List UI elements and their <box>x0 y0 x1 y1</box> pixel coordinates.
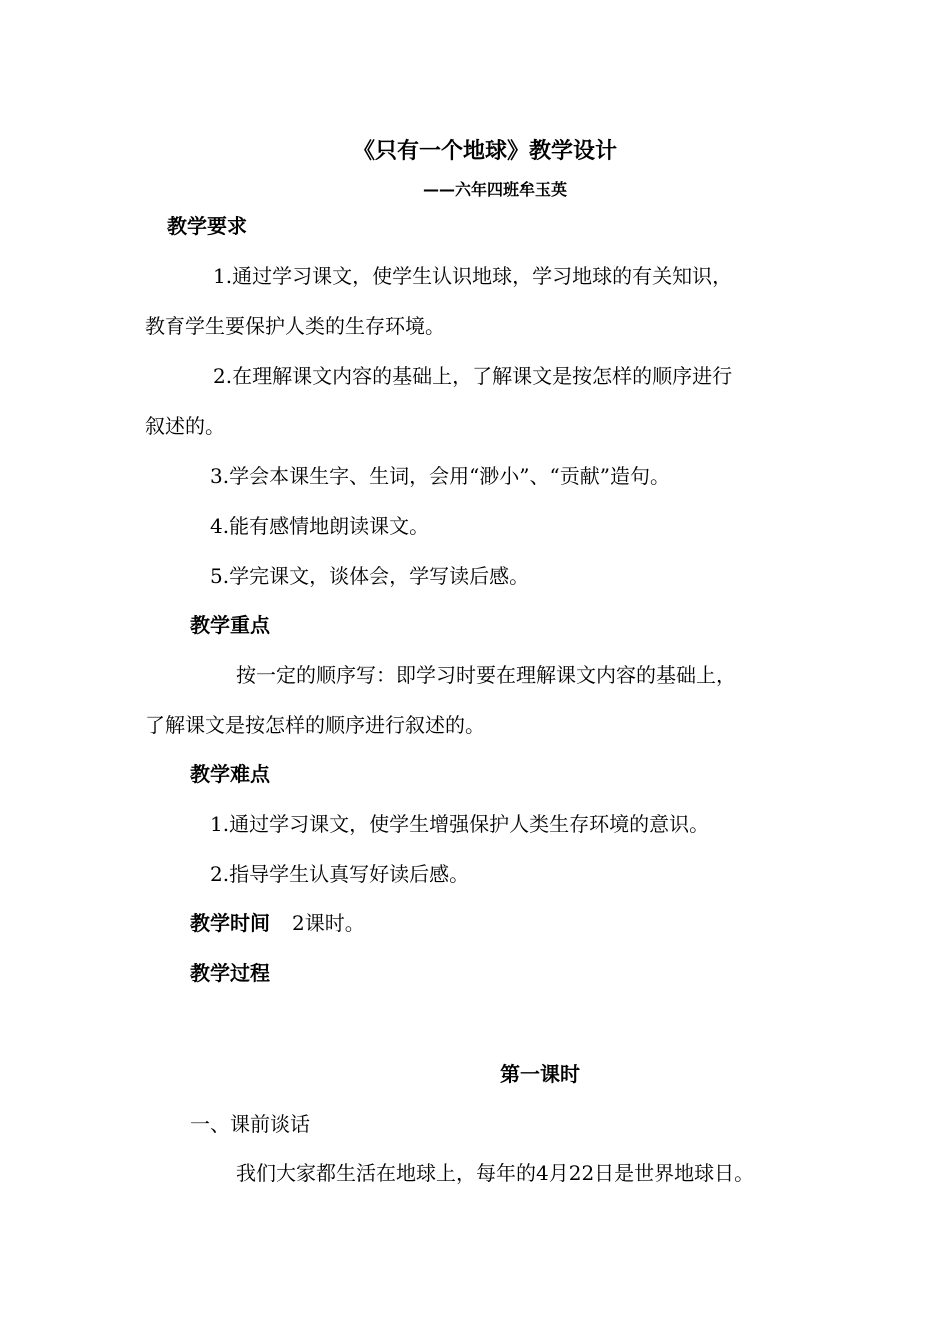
requirements-heading: 教学要求 <box>167 214 247 238</box>
key-points-line2: 了解课文是按怎样的顺序进行叙述的。 <box>145 713 485 737</box>
key-points-line1: 按一定的顺序写：即学习时要在理解课文内容的基础上， <box>236 663 736 687</box>
requirement-5: 5.学完课文，谈体会，学写读后感。 <box>210 564 530 588</box>
teaching-time-row <box>190 909 365 937</box>
teaching-time-heading: 教学时间 <box>190 911 270 935</box>
lesson1-heading: 第一课时 <box>500 1062 580 1086</box>
document-subtitle: ——六年四班牟玉英 <box>422 180 567 199</box>
key-points-heading: 教学重点 <box>190 613 270 637</box>
process-heading: 教学过程 <box>190 961 270 985</box>
difficulties-heading: 教学难点 <box>190 762 270 786</box>
lesson1-para1: 我们大家都生活在地球上，每年的4月22日是世界地球日。 <box>236 1161 755 1185</box>
requirement-3: 3.学会本课生字、生词，会用“渺小”、“贡献”造句。 <box>210 464 670 488</box>
difficulty-2: 2.指导学生认真写好读后感。 <box>210 862 470 886</box>
lesson1-section1: 一、课前谈话 <box>190 1112 310 1136</box>
teaching-time-value: 2课时。 <box>292 911 365 935</box>
document-title: 《只有一个地球》教学设计 <box>352 139 617 164</box>
requirement-1-line2: 教育学生要保护人类的生存环境。 <box>145 314 445 338</box>
requirement-1-line1: 1.通过学习课文，使学生认识地球，学习地球的有关知识， <box>213 264 733 288</box>
difficulty-1: 1.通过学习课文，使学生增强保护人类生存环境的意识。 <box>210 812 710 836</box>
requirement-4: 4.能有感情地朗读课文。 <box>210 514 430 538</box>
requirement-2-line1: 2.在理解课文内容的基础上，了解课文是按怎样的顺序进行 <box>213 364 733 388</box>
requirement-2-line2: 叙述的。 <box>145 414 225 438</box>
